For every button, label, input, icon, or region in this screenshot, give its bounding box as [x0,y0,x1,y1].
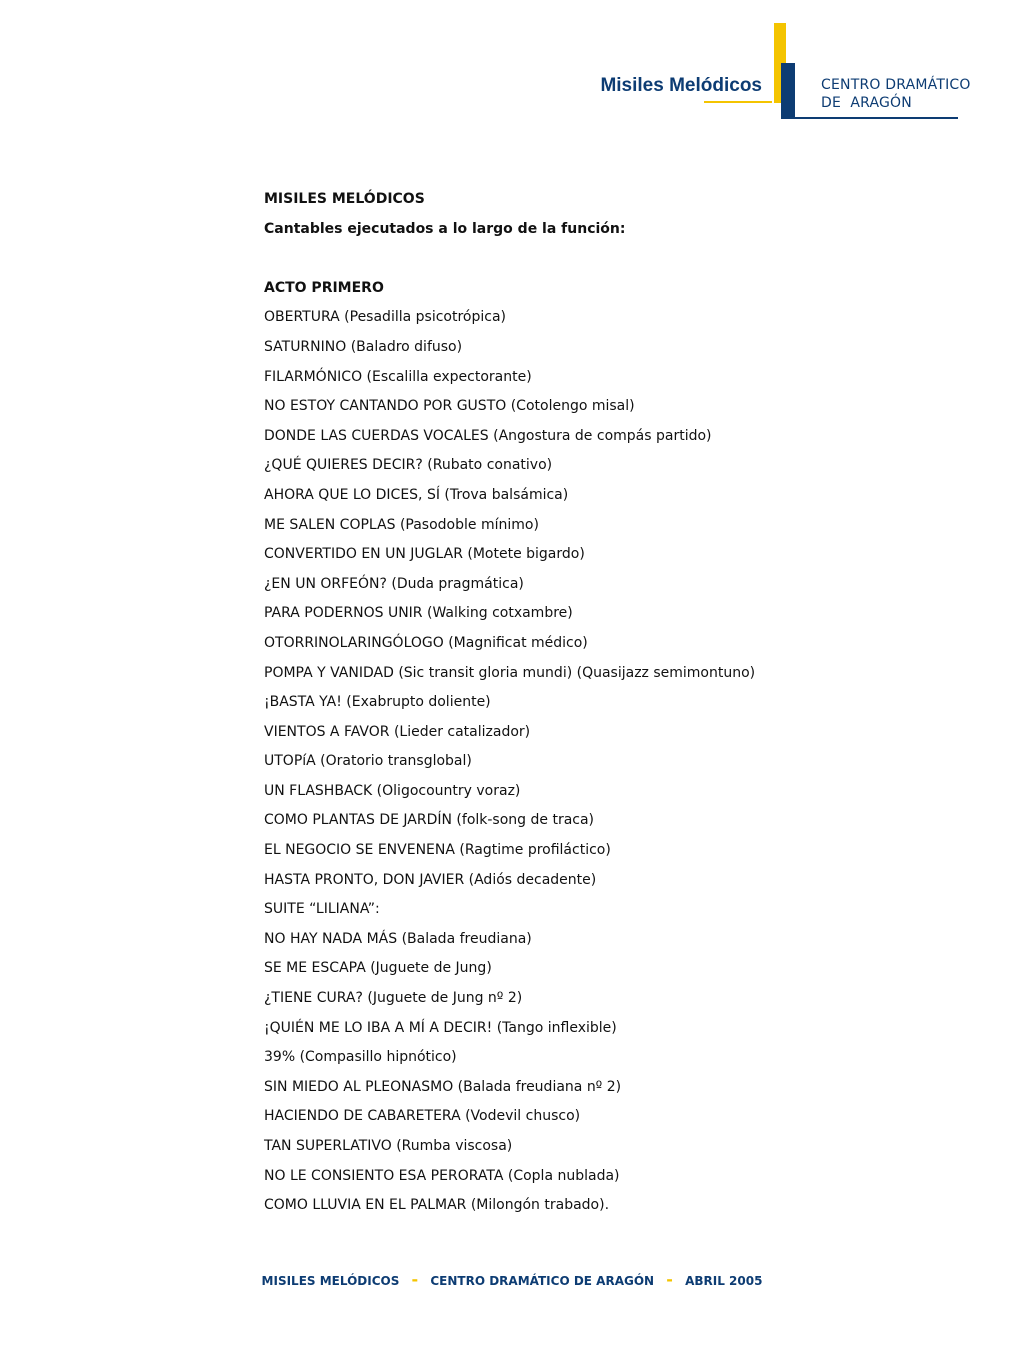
song-list-item: NO HAY NADA MÁS (Balada freudiana) [264,930,532,947]
footer-separator: - [411,1270,419,1289]
song-list-item: SIN MIEDO AL PLEONASMO (Balada freudiana nº 2) [264,1078,622,1095]
song-list-item: COMO LLUVIA EN EL PALMAR (Milongón trabado). [264,1197,610,1214]
page-footer [0,1270,1024,1289]
song-list [264,306,964,1223]
song-list-item: OTORRINOLARINGÓLOGO (Magnificat médico) [264,634,588,651]
song-list-item: SATURNINO (Baladro difuso) [264,338,463,355]
song-list-item: EL NEGOCIO SE ENVENENA (Ragtime profiláctico) [264,842,611,859]
document-body [264,188,964,1224]
song-list-item: AHORA QUE LO DICES, SÍ (Trova balsámica) [264,486,569,503]
song-list-item: OBERTURA (Pesadilla psicotrópica) [264,309,506,326]
footer-organization: CENTRO DRAMÁTICO DE ARAGÓN [430,1274,655,1288]
brand-underline [704,101,772,103]
song-list-item: 39% (Compasillo hipnótico) [264,1049,457,1066]
song-list-item: COMO PLANTAS DE JARDÍN (folk-song de traca) [264,812,595,829]
song-list-item: ¡QUIÉN ME LO IBA A MÍ A DECIR! (Tango inflexible) [264,1019,617,1036]
organization-name-line-1: CENTRO DRAMÁTICO [821,77,971,93]
song-list-item: UTOPíA (Oratorio transglobal) [264,753,472,770]
song-list-item: PARA PODERNOS UNIR (Walking cotxambre) [264,605,573,622]
song-list-item: ¿EN UN ORFEÓN? (Duda pragmática) [264,575,524,592]
song-list-item: TAN SUPERLATIVO (Rumba viscosa) [264,1138,513,1154]
logo-blue-bar [781,63,795,119]
footer-date: ABRIL 2005 [685,1274,763,1288]
document-subtitle: Cantables ejecutados a lo largo de la función: [264,220,626,237]
song-list-item: ¿QUÉ QUIERES DECIR? (Rubato conativo) [264,457,553,474]
song-list-item: VIENTOS A FAVOR (Lieder catalizador) [264,723,531,740]
song-list-item: ¿TIENE CURA? (Juguete de Jung nº 2) [264,990,523,1007]
song-list-item: NO LE CONSIENTO ESA PERORATA (Copla nublada) [264,1167,620,1184]
song-list-item: UN FLASHBACK (Oligocountry voraz) [264,782,521,799]
song-list-item: ¡BASTA YA! (Exabrupto doliente) [264,694,491,711]
logo-blue-rule [795,117,958,119]
song-list-item: HASTA PRONTO, DON JAVIER (Adiós decadente) [264,871,597,888]
section-heading: ACTO PRIMERO [264,279,384,296]
organization-name [821,76,971,112]
song-list-item: SE ME ESCAPA (Juguete de Jung) [264,960,492,977]
document-title: MISILES MELÓDICOS [264,191,425,207]
song-list-item: HACIENDO DE CABARETERA (Vodevil chusco) [264,1108,581,1125]
footer-separator: - [666,1270,673,1289]
spacer [264,247,964,277]
page-header [0,0,1024,130]
organization-name-line-2: DE ARAGÓN [821,95,912,111]
footer-title: MISILES MELÓDICOS [261,1274,400,1288]
song-list-item: POMPA Y VANIDAD (Sic transit gloria mundi) (Quasijazz semimontuno) [264,664,756,681]
song-list-item: DONDE LAS CUERDAS VOCALES (Angostura de compás partido) [264,427,712,444]
song-list-item: CONVERTIDO EN UN JUGLAR (Motete bigardo) [264,546,585,563]
song-list-item: NO ESTOY CANTANDO POR GUSTO (Cotolengo misal) [264,398,635,415]
brand-title: Misiles Melódicos [600,75,762,96]
song-list-item: SUITE “LILIANA”: [264,901,380,918]
song-list-item: FILARMÓNICO (Escalilla expectorante) [264,368,532,385]
song-list-item: ME SALEN COPLAS (Pasodoble mínimo) [264,516,539,533]
